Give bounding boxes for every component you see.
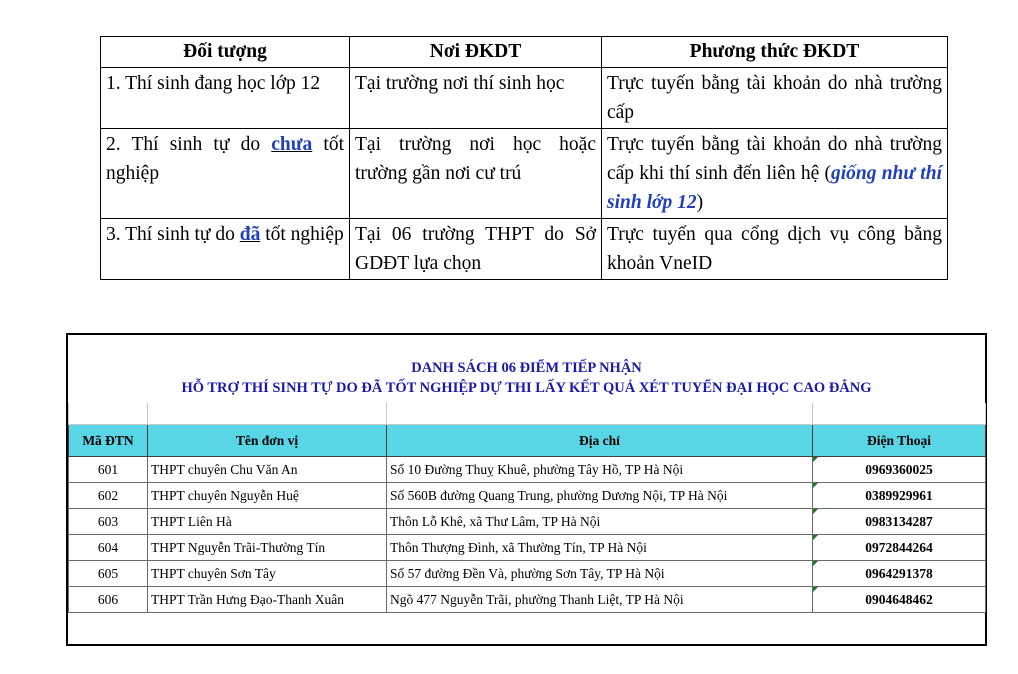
phone-value: 0972844264: [865, 539, 933, 555]
phone-value: 0969360025: [865, 461, 933, 477]
phone-cell: [813, 535, 986, 561]
place-cell: Tại trường nơi học hoặc trường gần nơi cư trú: [350, 129, 602, 219]
comment-marker-icon: [813, 587, 818, 592]
table-row: [69, 561, 986, 587]
address-cell: Thôn Lỗ Khê, xã Thư Lâm, TP Hà Nội: [387, 509, 813, 535]
phone-cell: [813, 561, 986, 587]
code-cell: 601: [69, 457, 148, 483]
header-method: Phương thức ĐKDT: [602, 37, 948, 68]
place-cell: Tại 06 trường THPT do Sở GDĐT lựa chọn: [350, 219, 602, 280]
place-cell: Tại trường nơi thí sinh học: [350, 68, 602, 129]
table-row: [69, 483, 986, 509]
subject-highlight: đã: [239, 224, 261, 245]
method-prefix: Trực tuyến bằng tài khoản do nhà trường cấp khi thí sinh đến liên hệ (: [607, 134, 942, 184]
phone-cell: [813, 457, 986, 483]
phone-cell: [813, 509, 986, 535]
method-cell: Trực tuyến bằng tài khoản do nhà trường cấp: [602, 68, 948, 129]
subject-cell: [101, 129, 350, 219]
table-row: [101, 68, 948, 129]
sheet-title-line2: HỖ TRỢ THÍ SINH TỰ DO ĐÃ TỐT NGHIỆP DỰ THI LẤY KẾT QUẢ XÉT TUYỂN ĐẠI HỌC CAO ĐẲNG: [181, 380, 872, 396]
reception-points-table: [68, 403, 986, 613]
table-row: [101, 129, 948, 219]
reception-points-sheet: [66, 333, 987, 646]
address-cell: Số 57 đường Đền Và, phường Sơn Tây, TP Hà Nội: [387, 561, 813, 587]
phone-value: 0904648462: [865, 591, 933, 607]
sheet-header-row: [69, 425, 986, 457]
comment-marker-icon: [813, 509, 818, 514]
address-cell: Số 10 Đường Thuỵ Khuê, phường Tây Hồ, TP Hà Nội: [387, 457, 813, 483]
registration-table-header: [101, 37, 948, 68]
code-cell: 604: [69, 535, 148, 561]
sheet-title: [68, 335, 985, 403]
table-row: [69, 587, 986, 613]
name-cell: THPT chuyên Nguyễn Huệ: [148, 483, 387, 509]
method-suffix: ): [696, 192, 704, 213]
phone-value: 0983134287: [865, 513, 933, 529]
header-code: Mã ĐTN: [69, 425, 148, 457]
code-cell: 606: [69, 587, 148, 613]
phone-cell: [813, 587, 986, 613]
spacer-row: [69, 403, 986, 425]
comment-marker-icon: [813, 561, 818, 566]
code-cell: 602: [69, 483, 148, 509]
table-row: [69, 457, 986, 483]
name-cell: THPT Nguyễn Trãi-Thường Tín: [148, 535, 387, 561]
header-name: Tên đơn vị: [148, 425, 387, 457]
header-place: Nơi ĐKDT: [350, 37, 602, 68]
subject-suffix: tốt nghiệp: [260, 224, 344, 245]
subject-cell: [101, 219, 350, 280]
address-cell: Ngõ 477 Nguyễn Trãi, phường Thanh Liệt, TP Hà Nội: [387, 587, 813, 613]
phone-cell: [813, 483, 986, 509]
code-cell: 605: [69, 561, 148, 587]
name-cell: THPT Trần Hưng Đạo-Thanh Xuân: [148, 587, 387, 613]
table-row: [101, 219, 948, 280]
method-cell: [602, 129, 948, 219]
subject-prefix: 2. Thí sinh tự do: [106, 134, 272, 155]
header-phone: Điện Thoại: [813, 425, 986, 457]
code-cell: 603: [69, 509, 148, 535]
name-cell: THPT chuyên Chu Văn An: [148, 457, 387, 483]
subject-prefix: 3. Thí sinh tự do: [106, 224, 240, 245]
subject-highlight: chưa: [271, 134, 313, 155]
subject-suffix: tốt nghiệp: [106, 134, 344, 184]
comment-marker-icon: [813, 483, 818, 488]
name-cell: THPT chuyên Sơn Tây: [148, 561, 387, 587]
comment-marker-icon: [813, 457, 818, 462]
method-cell: Trực tuyến qua cổng dịch vụ công bằng khoản VneID: [602, 219, 948, 280]
phone-value: 0389929961: [865, 487, 933, 503]
method-highlight: giống như thí sinh lớp 12: [607, 163, 942, 213]
subject-cell: 1. Thí sinh đang học lớp 12: [101, 68, 350, 129]
table-row: [69, 509, 986, 535]
header-subject: Đối tượng: [101, 37, 350, 68]
phone-value: 0964291378: [865, 565, 933, 581]
comment-marker-icon: [813, 535, 818, 540]
table-row: [69, 535, 986, 561]
sheet-title-line1: DANH SÁCH 06 ĐIỂM TIẾP NHẬN: [411, 360, 642, 376]
address-cell: Số 560B đường Quang Trung, phường Dương Nội, TP Hà Nội: [387, 483, 813, 509]
header-address: Địa chỉ: [387, 425, 813, 457]
address-cell: Thôn Thượng Đình, xã Thường Tín, TP Hà Nội: [387, 535, 813, 561]
name-cell: THPT Liên Hà: [148, 509, 387, 535]
registration-table: [100, 36, 948, 280]
